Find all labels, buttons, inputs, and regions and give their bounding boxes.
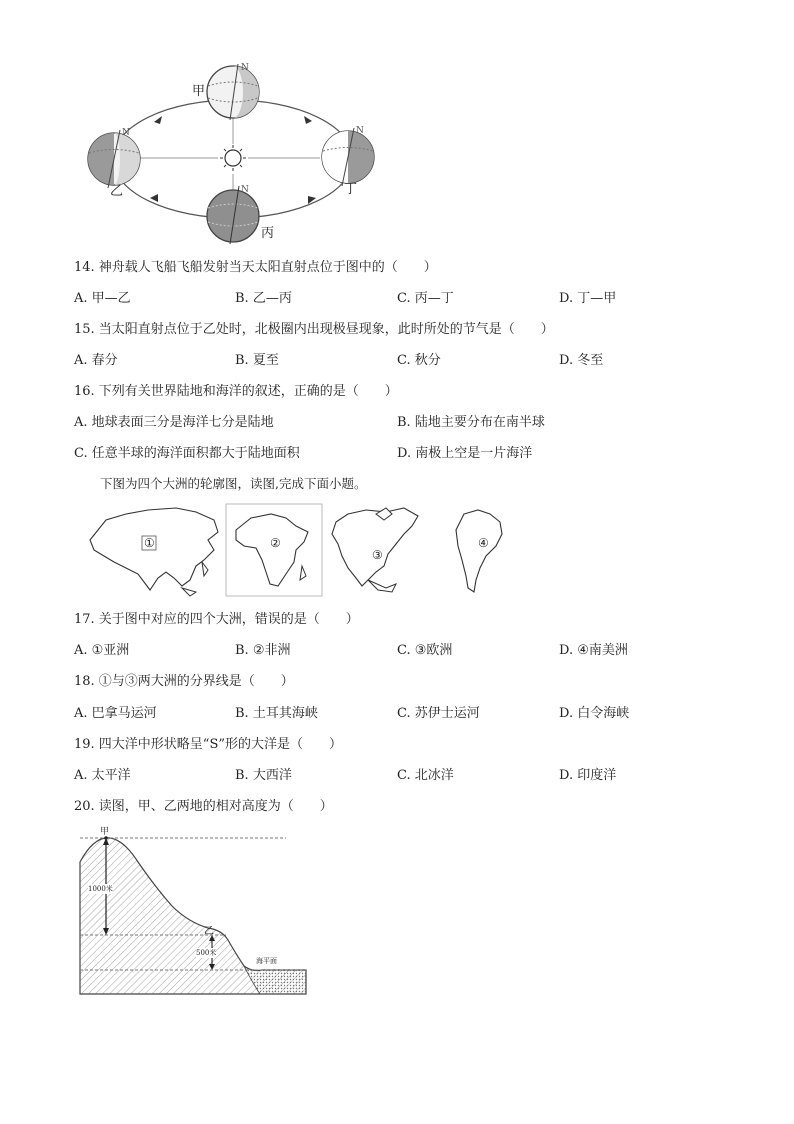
label-jia: 甲 [192, 84, 206, 99]
q16-option-a[interactable]: A. 地球表面三分是海洋七分是陆地 [74, 415, 274, 430]
q19-option-a[interactable]: A. 太平洋 [74, 768, 131, 783]
q18-option-a[interactable]: A. 巴拿马运河 [74, 706, 157, 721]
africa-outline [236, 514, 308, 586]
q15-option-b[interactable]: B. 夏至 [235, 353, 279, 368]
profile-sea-level: 海平面 [256, 957, 277, 965]
profile-figure [76, 822, 308, 998]
q17-option-a[interactable]: A. ①亚洲 [74, 643, 130, 658]
continent-label-3: ③ [372, 548, 383, 562]
orbit-diagram [80, 58, 390, 248]
sun-icon [220, 145, 246, 171]
svg-text:N: N [241, 185, 249, 195]
question-20-stem: 20. 读图，甲、乙两地的相对高度为（ ） [74, 799, 333, 814]
q14-option-a[interactable]: A. 甲—乙 [74, 291, 131, 306]
q14-option-b[interactable]: B. 乙—丙 [235, 291, 292, 306]
q16-option-b[interactable]: B. 陆地主要分布在南半球 [397, 415, 545, 430]
q18-option-d[interactable]: D. 白令海峡 [559, 706, 630, 721]
orbit-figure [80, 58, 390, 248]
profile-height-500: 500米 [196, 949, 217, 957]
continent-label-1: ① [144, 536, 155, 550]
q14-option-d[interactable]: D. 丁—甲 [559, 291, 617, 306]
q16-option-d[interactable]: D. 南极上空是一片海洋 [397, 446, 533, 461]
q19-option-c[interactable]: C. 北冰洋 [397, 768, 454, 783]
question-14-stem: 14. 神舟载人飞船飞船发射当天太阳直射点位于图中的（ ） [74, 260, 437, 275]
q17-option-d[interactable]: D. ④南美洲 [559, 643, 628, 658]
label-yi: 乙 [110, 184, 124, 199]
q15-option-a[interactable]: A. 春分 [74, 353, 118, 368]
terrain-profile [76, 822, 308, 998]
question-19-stem: 19. 四大洋中形状略呈“S”形的大洋是（ ） [74, 737, 343, 752]
q18-option-c[interactable]: C. 苏伊士运河 [397, 706, 480, 721]
svg-text:N: N [122, 128, 130, 138]
q18-option-b[interactable]: B. 土耳其海峡 [235, 706, 318, 721]
q19-option-d[interactable]: D. 印度洋 [559, 768, 617, 783]
q15-option-d[interactable]: D. 冬至 [559, 353, 604, 368]
q15-option-c[interactable]: C. 秋分 [397, 353, 441, 368]
question-15-stem: 15. 当太阳直射点位于乙处时，北极圈内出现极昼现象，此时所处的节气是（ ） [74, 322, 554, 337]
south-america-outline [456, 510, 502, 592]
earth-bing [207, 185, 259, 244]
q19-option-b[interactable]: B. 大西洋 [235, 768, 292, 783]
continent-label-4: ④ [478, 536, 489, 550]
asia-outline [90, 508, 218, 596]
continent-label-2: ② [270, 536, 281, 550]
label-bing: 丙 [261, 226, 275, 241]
earth-ding [322, 126, 374, 186]
earth-jia [207, 63, 259, 120]
profile-label-jia: 甲 [100, 827, 110, 837]
q16-option-c[interactable]: C. 任意半球的海洋面积都大于陆地面积 [74, 446, 300, 461]
earth-yi [88, 128, 140, 188]
q17-option-b[interactable]: B. ②非洲 [235, 643, 291, 658]
continent-figure [86, 500, 526, 600]
continent-outlines [86, 500, 526, 600]
question-17-stem: 17. 关于图中对应的四个大洲，错误的是（ ） [74, 612, 359, 627]
q17-option-c[interactable]: C. ③欧洲 [397, 643, 453, 658]
question-16-stem: 16. 下列有关世界陆地和海洋的叙述，正确的是（ ） [74, 384, 398, 399]
profile-label-yi: 乙 [204, 926, 214, 937]
question-18-stem: 18. ①与③两大洲的分界线是（ ） [74, 674, 294, 689]
svg-text:N: N [356, 126, 364, 136]
profile-height-1000: 1000米 [88, 885, 113, 893]
q14-option-c[interactable]: C. 丙—丁 [397, 291, 454, 306]
continents-intro: 下图为四个大洲的轮廓图，读图,完成下面小题。 [100, 476, 367, 491]
svg-text:N: N [241, 63, 249, 73]
label-ding: 丁 [344, 182, 358, 197]
